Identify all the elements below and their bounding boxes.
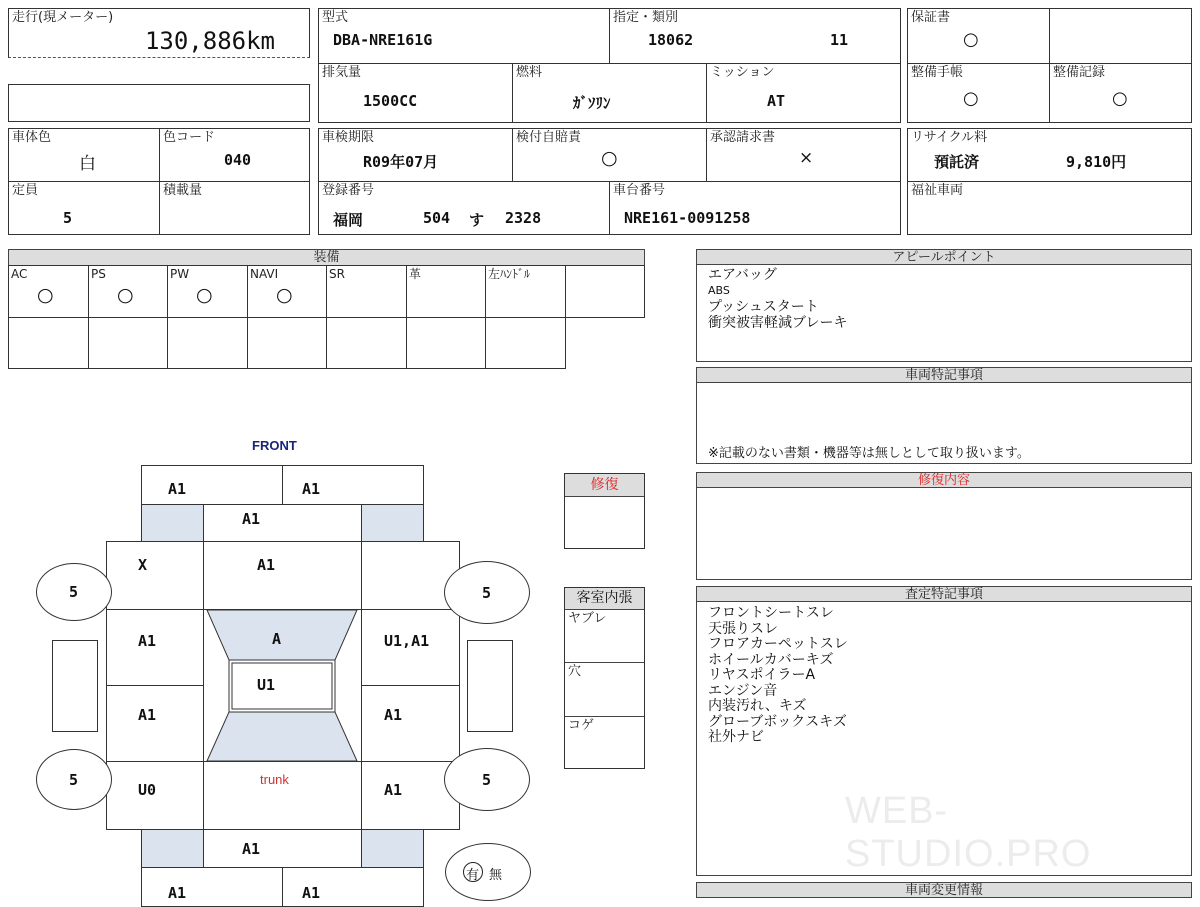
color-code-value: 040 [224,151,252,169]
side-mirror-right [467,640,513,732]
body-h2l [106,685,204,686]
quarter-rl-grade: U0 [138,781,157,799]
side-mirror-left [52,640,98,732]
interior-row-label: コゲ [568,718,595,733]
front-bumper-right-grade: A1 [302,480,321,498]
fuel-label: 燃料 [516,65,543,80]
transmission-cell [706,63,901,123]
equipment-cell [406,265,486,318]
approval-value: × [799,148,814,168]
assessment-line: エンジン音 [708,682,778,699]
wheel-fr-grade: 5 [482,584,492,602]
transmission-value: AT [767,92,786,110]
equipment-value: ○ [196,284,213,306]
mileage-cell [8,8,310,58]
mileage-extra-cell [8,84,310,122]
front-bumper-divider [282,465,283,505]
approval-cell [706,128,901,182]
warranty-label: 保証書 [911,10,951,25]
mileage-label: 走行(現メーター) [12,10,114,25]
blank-top-right-cell [1049,8,1192,64]
repair-details-header: 修復内容 [696,472,1192,488]
designation-value-1: 18062 [648,31,694,49]
chassis-label: 車台番号 [613,183,666,198]
interior-row-label: 穴 [568,664,582,679]
load-label: 積載量 [163,183,203,198]
cabin-glass [203,609,362,762]
roof-grade: U1 [257,676,276,694]
assessment-header: 査定特記事項 [696,586,1192,602]
chassis-cell [609,181,901,235]
registration-class: 504 [423,209,451,227]
windshield-grade: A [272,630,282,648]
quarter-rr-grade: A1 [384,781,403,799]
interior-row [565,662,644,717]
appeal-line: 衝突被害軽減ブレーキ [708,315,848,331]
spare-tire-indicator [445,843,531,901]
maint-book-label: 整備手帳 [911,65,964,80]
hood-grade: A1 [257,556,276,574]
assessment-line: 天張りスレ [708,620,778,637]
appeal-line: エアバッグ [708,267,777,283]
warranty-value: ○ [963,29,979,50]
body-h2r [361,685,460,686]
inspection-label: 車検期限 [322,130,375,145]
welfare-cell [907,181,1192,235]
equipment-cell-empty [326,317,407,369]
registration-area: 福岡 [333,211,364,229]
maint-record-cell [1049,63,1192,123]
vehicle-notes-panel [696,382,1192,464]
chassis-value: NRE161-0091258 [624,209,751,227]
assessment-panel [696,601,1192,876]
capacity-label: 定員 [12,183,39,198]
recycle-label: リサイクル料 [911,130,988,145]
wheel-fl-grade: 5 [69,583,79,601]
color-label: 車体色 [12,130,52,145]
equipment-label: 革 [409,267,422,281]
equipment-value: ○ [276,284,293,306]
warranty-cell [907,8,1050,64]
rear-center-grade: A1 [242,840,261,858]
assessment-line: 社外ナビ [708,729,764,745]
assessment-line: フロントシートスレ [708,605,834,621]
door-rr-grade: A1 [384,706,403,724]
equipment-cell-empty [167,317,248,369]
rear-center [203,829,362,868]
equipment-header: 装備 [8,249,645,266]
equipment-label: 左ﾊﾝﾄﾞﾙ [488,267,531,281]
fender-fl-grade: X [138,556,148,574]
equipment-cell-empty [88,317,168,369]
hood-front-grade: A1 [242,510,261,528]
equipment-cell-empty [406,317,486,369]
designation-cell [609,8,901,64]
registration-label: 登録番号 [322,183,375,198]
hood-front [203,504,362,542]
taillight-left [141,829,204,868]
mileage-value: 130,886km [144,27,275,55]
equipment-value: ○ [37,284,54,306]
approval-label: 承認請求書 [710,130,776,145]
recycle-cell [907,128,1192,182]
color-code-label: 色コード [163,130,216,145]
fuel-value: ｶﾞｿﾘﾝ [573,94,611,112]
registration-cell [318,181,610,235]
model-label: 型式 [322,10,349,25]
maint-book-cell [907,63,1050,123]
watermark: WEB-STUDIO.PRO [845,790,1092,875]
registration-number: 2328 [505,209,542,227]
color-value: 白 [79,154,96,174]
door-fr-grade: U1,A1 [384,632,430,650]
equipment-cell [247,265,327,318]
maint-record-label: 整備記録 [1053,65,1106,80]
maint-record-value: ○ [1112,88,1128,109]
wheel-rr-grade: 5 [482,771,492,789]
repair-box [564,473,645,549]
trunk-label: trunk [260,772,289,787]
equipment-cell-empty [247,317,327,369]
equipment-cell-empty [485,317,566,369]
equipment-label: SR [329,267,345,281]
rear-bumper-right-grade: A1 [302,884,321,902]
equipment-cell [485,265,566,318]
front-bumper-left-grade: A1 [168,480,187,498]
equipment-label: AC [11,267,28,281]
wheel-rl-grade: 5 [69,771,79,789]
repair-details-panel [696,487,1192,580]
displacement-value: 1500CC [363,92,418,110]
equipment-cell [326,265,407,318]
color-cell [8,128,160,182]
change-info-header: 車両変更情報 [696,882,1192,898]
assessment-line: フロアカーペットスレ [708,636,848,652]
displacement-cell [318,63,513,123]
taillight-right [361,829,424,868]
repair-box-header: 修復 [565,474,644,497]
rear-bumper-divider [282,867,283,907]
insurance-value: ○ [601,147,618,169]
appeal-header: アピールポイント [696,249,1192,265]
welfare-label: 福祉車両 [911,183,964,198]
capacity-cell [8,181,160,235]
inspection-value: R09年07月 [363,153,439,171]
appeal-panel [696,264,1192,362]
equipment-value: ○ [117,284,134,306]
equipment-cell [167,265,248,318]
color-code-cell [159,128,310,182]
model-value: DBA-NRE161G [333,31,433,49]
vehicle-notes-text: ※記載のない書類・機器等は無しとして取り扱います。 [708,446,1030,461]
equipment-cell [88,265,168,318]
registration-kana: す [469,211,485,229]
equipment-label: PW [170,267,190,281]
appeal-line: ABS [708,284,730,297]
equipment-label: PS [91,267,106,281]
displacement-label: 排気量 [322,65,362,80]
interior-box [564,587,645,769]
assessment-line: ホイールカバーキズ [708,651,834,668]
capacity-value: 5 [63,209,73,227]
appeal-line: プッシュスタート [708,299,819,315]
front-label: FRONT [252,438,297,453]
rear-bumper-left-grade: A1 [168,884,187,902]
maint-book-value: ○ [963,88,979,109]
assessment-line: リヤスポイラーA [708,667,816,683]
headlight-right [361,504,424,542]
vehicle-notes-header: 車両特記事項 [696,367,1192,383]
assessment-line: 内装汚れ、キズ [708,698,807,714]
spare-no-label: 無 [489,868,503,883]
fuel-cell [512,63,707,123]
assessment-line: グローブボックスキズ [708,713,847,730]
insurance-label: 検付自賠責 [516,130,582,145]
door-rl-grade: A1 [138,706,157,724]
insurance-cell [512,128,707,182]
door-fl-grade: A1 [138,632,157,650]
model-cell [318,8,610,64]
recycle-status: 預託済 [934,153,980,171]
transmission-label: ミッション [710,65,775,80]
equipment-cell [565,265,645,318]
interior-row [565,609,644,663]
equipment-cell [8,265,89,318]
interior-row-label: ヤブレ [568,611,607,626]
equipment-cell-empty [8,317,89,369]
recycle-amount: 9,810円 [1066,153,1127,171]
load-cell [159,181,310,235]
interior-row [565,716,644,768]
spare-yes-label: 有 [466,868,480,883]
headlight-left [141,504,204,542]
equipment-label: NAVI [250,267,279,281]
interior-box-header: 客室内張 [565,588,644,610]
designation-value-2: 11 [830,31,849,49]
inspection-cell [318,128,513,182]
designation-label: 指定・類別 [613,10,679,25]
